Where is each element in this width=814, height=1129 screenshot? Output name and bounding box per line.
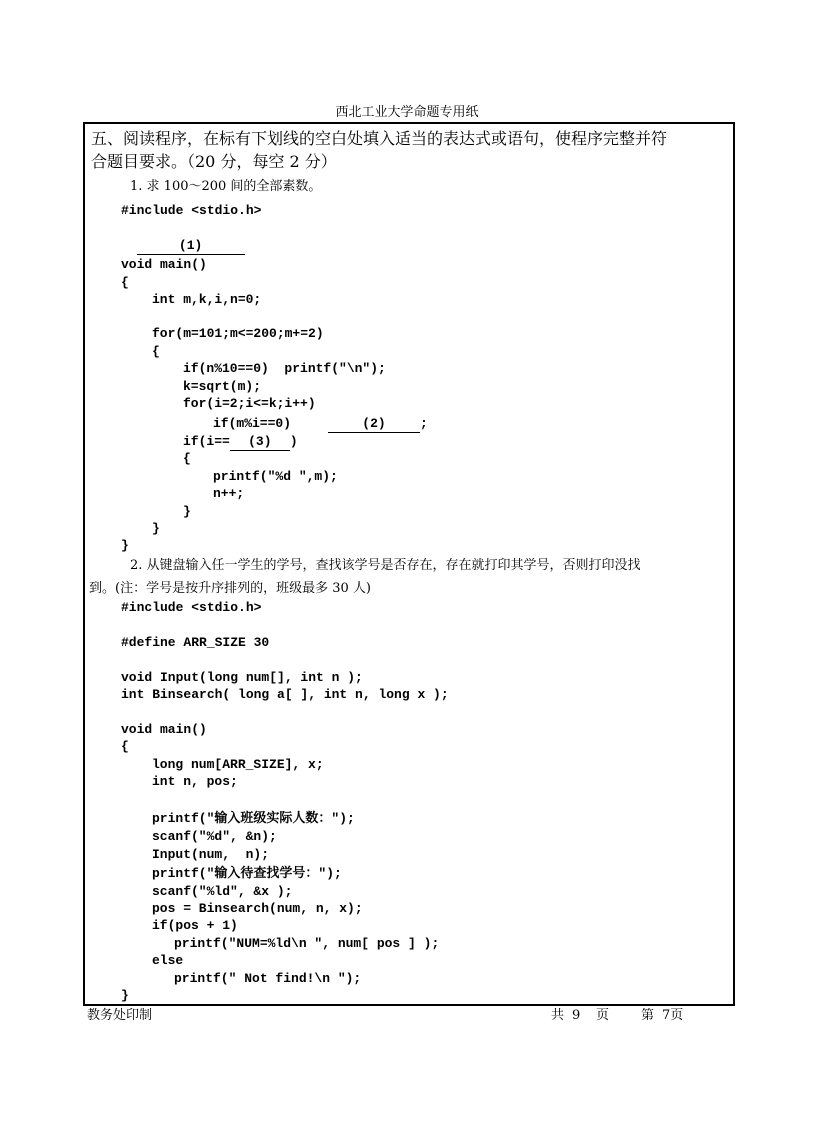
q1-if-mod: if(m%i==0) xyxy=(213,416,292,431)
q2-prompt-line2: 到。(注：学号是按升序排列的，班级最多 30 人) xyxy=(89,581,371,596)
q1-main: void main() xyxy=(121,257,207,272)
footer-total-label: 共 xyxy=(551,1008,565,1023)
q2-binsearch-call: pos = Binsearch(num, n, x); xyxy=(152,901,363,916)
q1-close-brace: } xyxy=(121,538,129,553)
footer-current-page: 7页 xyxy=(662,1008,684,1023)
q1-printf-m: printf("%d ",m); xyxy=(213,469,338,484)
q2-else: else xyxy=(152,953,184,968)
q2-close-brace: } xyxy=(121,988,129,1003)
q1-if-print: if(n%10==0) printf("\n"); xyxy=(183,361,386,376)
q1-if-equal xyxy=(183,433,298,451)
q1-open-if: { xyxy=(183,451,191,466)
q1-close-inner: } xyxy=(152,521,160,536)
footer-page-unit: 页 xyxy=(596,1008,610,1023)
q1-for-outer: for(m=101;m<=200;m+=2) xyxy=(152,326,324,341)
q1-for-inner: for(i=2;i<=k;i++) xyxy=(183,396,316,411)
q2-declaration-2: int n, pos; xyxy=(152,774,238,789)
q2-input-call: Input(num, n); xyxy=(152,847,270,862)
q1-open-inner: { xyxy=(152,344,160,359)
q2-include: #include <stdio.h> xyxy=(121,600,262,615)
footer-current-label: 第 xyxy=(641,1008,655,1023)
q2-main: void main() xyxy=(121,722,207,737)
q1-declaration: int m,k,i,n=0; xyxy=(152,292,262,307)
q2-printf-not-found: printf(" Not find!\n "); xyxy=(174,971,362,986)
q2-open-brace: { xyxy=(121,739,129,754)
q2-printf-count: printf("输入班级实际人数："); xyxy=(152,811,355,826)
q1-blank-2-label: (2) xyxy=(328,415,420,433)
q2-printf-num: printf("NUM=%ld\n ", num[ pos ] ); xyxy=(174,936,440,951)
q1-blank-1 xyxy=(121,220,245,255)
q1-prompt: 1. 求 100～200 间的全部素数。 xyxy=(130,179,322,194)
page-header-title: 西北工业大学命题专用纸 xyxy=(335,105,479,120)
section-title-line2: 合题目要求。（20 分，每空 2 分） xyxy=(91,152,337,171)
q1-blank-2-semicolon: ; xyxy=(420,416,428,431)
q1-if-equal-prefix: if(i== xyxy=(183,434,230,449)
q2-printf-id: printf("输入待查找学号："); xyxy=(152,866,342,881)
q2-scanf-count: scanf("%d", &n); xyxy=(152,829,277,844)
q1-include: #include <stdio.h> xyxy=(121,203,262,218)
q1-blank-2 xyxy=(328,415,428,433)
q1-close-if: } xyxy=(183,504,191,519)
q2-if-pos: if(pos + 1) xyxy=(152,918,238,933)
footer-total-pages: 9 xyxy=(572,1008,581,1023)
q1-increment: n++; xyxy=(213,486,245,501)
q1-blank-3-label: (3) xyxy=(230,433,290,451)
section-title-line1: 五、阅读程序，在标有下划线的空白处填入适当的表达式或语句，使程序完整并符 xyxy=(91,129,668,148)
q2-scanf-id: scanf("%ld", &x ); xyxy=(152,884,293,899)
q2-prototype-binsearch: int Binsearch( long a[ ], int n, long x ); xyxy=(121,687,449,702)
q1-if-equal-suffix: ) xyxy=(289,434,298,449)
q2-prototype-input: void Input(long num[], int n ); xyxy=(121,670,363,685)
q2-define: #define ARR_SIZE 30 xyxy=(121,635,270,650)
q2-prompt-line1: 2. 从键盘输入任一学生的学号，查找该学号是否存在，存在就打印其学号，否则打印没找 xyxy=(130,558,641,573)
q1-sqrt: k=sqrt(m); xyxy=(183,379,262,394)
q1-blank-1-label: (1) xyxy=(137,237,245,255)
q2-declaration-1: long num[ARR_SIZE], x; xyxy=(152,757,324,772)
q1-open-brace: { xyxy=(121,275,129,290)
footer-printer: 教务处印制 xyxy=(87,1008,153,1023)
